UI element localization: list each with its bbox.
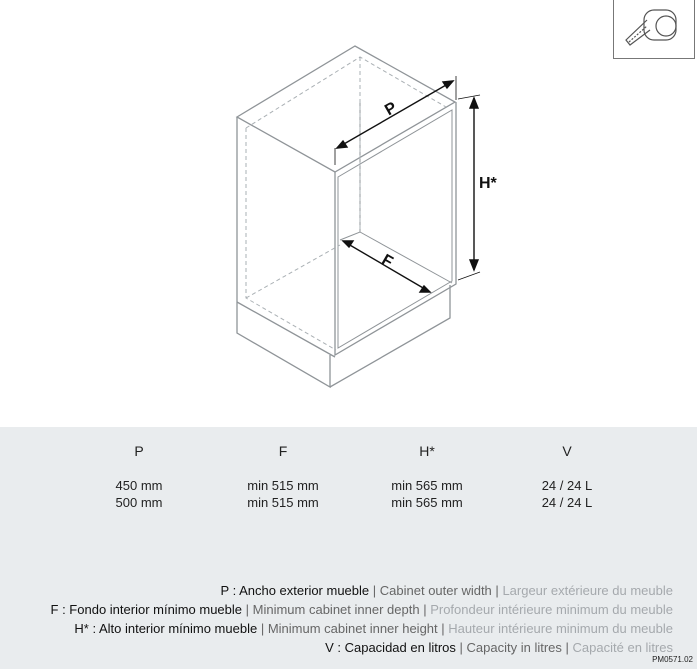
legend-es: F : Fondo interior mínimo mueble <box>50 602 242 617</box>
label-f: F <box>378 251 396 272</box>
product-code: PM0571.02 <box>652 655 693 664</box>
legend-en: Minimum cabinet inner height <box>267 621 438 636</box>
separator: | <box>565 640 569 655</box>
label-h: H* <box>479 175 497 192</box>
separator: | <box>495 583 499 598</box>
cell: 450 mm <box>115 478 163 493</box>
cabinet-front <box>335 102 456 355</box>
cabinet-top <box>237 46 455 172</box>
legend-es: H* : Alto interior mínimo mueble <box>74 621 258 636</box>
cell: 24 / 24 L <box>541 478 593 493</box>
cell: 24 / 24 L <box>541 495 593 510</box>
legend-en: Cabinet outer width <box>379 583 492 598</box>
separator: | <box>245 602 250 617</box>
cell: 500 mm <box>115 495 163 510</box>
legend-p <box>221 583 673 598</box>
header-f: F <box>278 443 288 459</box>
legend-en: Capacity in litres <box>466 640 562 655</box>
legend-es: P : Ancho exterior mueble <box>220 583 370 598</box>
legend-f <box>51 602 673 617</box>
cell: min 515 mm <box>247 478 319 493</box>
separator: | <box>423 602 427 617</box>
legend-fr: Largeur extérieure du meuble <box>502 583 673 598</box>
hidden-edges <box>246 57 446 350</box>
legend-h <box>74 621 673 636</box>
legend-en: Minimum cabinet inner depth <box>252 602 420 617</box>
legend-fr: Profondeur intérieure minimum du meuble <box>430 602 673 617</box>
legend-fr: Capacité en litres <box>572 640 673 655</box>
legend-fr: Hauteur intérieure minimum du meuble <box>448 621 673 636</box>
header-h: H* <box>419 443 435 459</box>
separator: | <box>441 621 445 636</box>
label-p: P <box>382 99 400 120</box>
header-v: V <box>562 443 572 459</box>
legend-v <box>325 640 673 655</box>
separator: | <box>459 640 463 655</box>
cabinet-plinth <box>237 285 450 387</box>
cell: min 565 mm <box>391 478 463 493</box>
cell: min 565 mm <box>391 495 463 510</box>
legend-es: V : Capacidad en litros <box>325 640 456 655</box>
specs-panel <box>0 427 697 669</box>
separator: | <box>372 583 377 598</box>
header-p: P <box>134 443 144 459</box>
cell: min 515 mm <box>247 495 319 510</box>
separator: | <box>260 621 265 636</box>
